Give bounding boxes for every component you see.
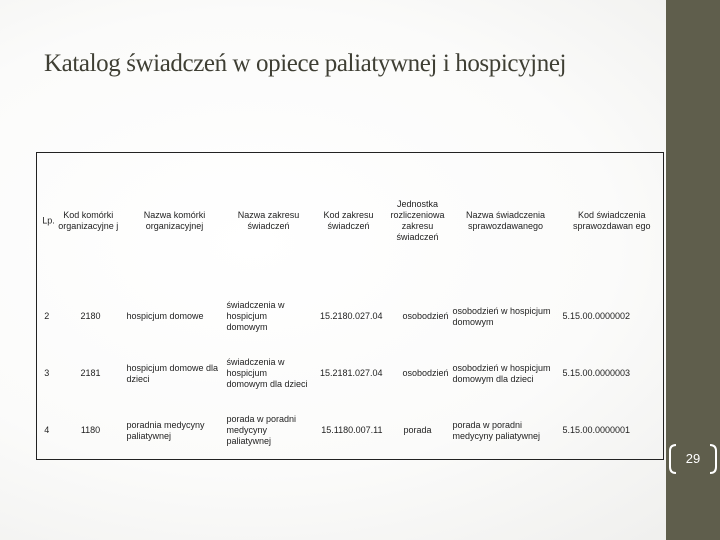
- page-number: [666, 440, 720, 478]
- cell-kod-zakresu: 15.2181.027.04: [319, 368, 383, 378]
- slide-title: Katalog świadczeń w opiece paliatywnej i hospicyjnej: [44, 50, 567, 77]
- cell-lp: 3: [44, 368, 50, 378]
- header-jednostka-rozliczeniowa: Jednostka rozliczeniowa zakresu świadczeń: [390, 198, 445, 242]
- header-lp: Lp.: [42, 214, 55, 225]
- table-row: [37, 402, 664, 460]
- cell-jednostka: osobodzień: [402, 368, 449, 378]
- cell-kod-komorki: 1180: [80, 425, 101, 435]
- cell-kod-zakresu: 15.1180.007.11: [321, 425, 383, 435]
- catalog-table: [36, 152, 664, 460]
- cell-kod-swiadczenia: 5.15.00.0000003: [562, 368, 631, 378]
- table-row: [37, 345, 664, 402]
- cell-jednostka: porada: [403, 425, 432, 435]
- cell-nazwa-swiadczenia: osobodzień w hospicjum domowym dla dzieci: [452, 362, 551, 384]
- table-row: [37, 288, 664, 345]
- cell-kod-komorki: 2181: [80, 368, 101, 378]
- header-nazwa-swiadczenia: Nazwa świadczenia sprawozdawanego: [465, 209, 546, 231]
- header-kod-swiadczenia: Kod świadczenia sprawozdawan ego: [572, 209, 651, 231]
- cell-kod-komorki: 2180: [80, 311, 101, 321]
- cell-nazwa-zakresu: świadczenia w hospicjum domowym dla dzieci: [226, 357, 308, 389]
- table-header-row: [37, 153, 664, 289]
- cell-nazwa-komorki: poradnia medycyny paliatywnej: [126, 419, 205, 441]
- cell-jednostka: osobodzień: [402, 311, 449, 321]
- header-kod-zakresu: Kod zakresu świadczeń: [323, 209, 374, 231]
- header-nazwa-komorki: Nazwa komórki organizacyjnej: [143, 209, 206, 231]
- cell-kod-swiadczenia: 5.15.00.0000001: [562, 425, 631, 435]
- header-nazwa-zakresu: Nazwa zakresu świadczeń: [237, 209, 300, 231]
- header-kod-komorki: Kod komórki organizacyjne j: [58, 209, 119, 231]
- cell-nazwa-swiadczenia: porada w poradni medycyny paliatywnej: [452, 419, 541, 441]
- cell-nazwa-zakresu: świadczenia w hospicjum domowym: [226, 300, 285, 332]
- cell-kod-zakresu: 15.2180.027.04: [319, 311, 383, 321]
- cell-nazwa-komorki: hospicjum domowe dla dzieci: [126, 362, 219, 384]
- cell-lp: 2: [44, 311, 50, 321]
- cell-kod-swiadczenia: 5.15.00.0000002: [562, 311, 631, 321]
- page-number-label: 29: [685, 451, 701, 466]
- cell-nazwa-zakresu: porada w poradni medycyny paliatywnej: [226, 414, 297, 446]
- header-lp-kod-komorki: [37, 153, 125, 289]
- cell-nazwa-swiadczenia: osobodzień w hospicjum domowym: [452, 305, 551, 327]
- cell-nazwa-komorki: hospicjum domowe: [126, 311, 204, 321]
- cell-lp: 4: [44, 425, 50, 435]
